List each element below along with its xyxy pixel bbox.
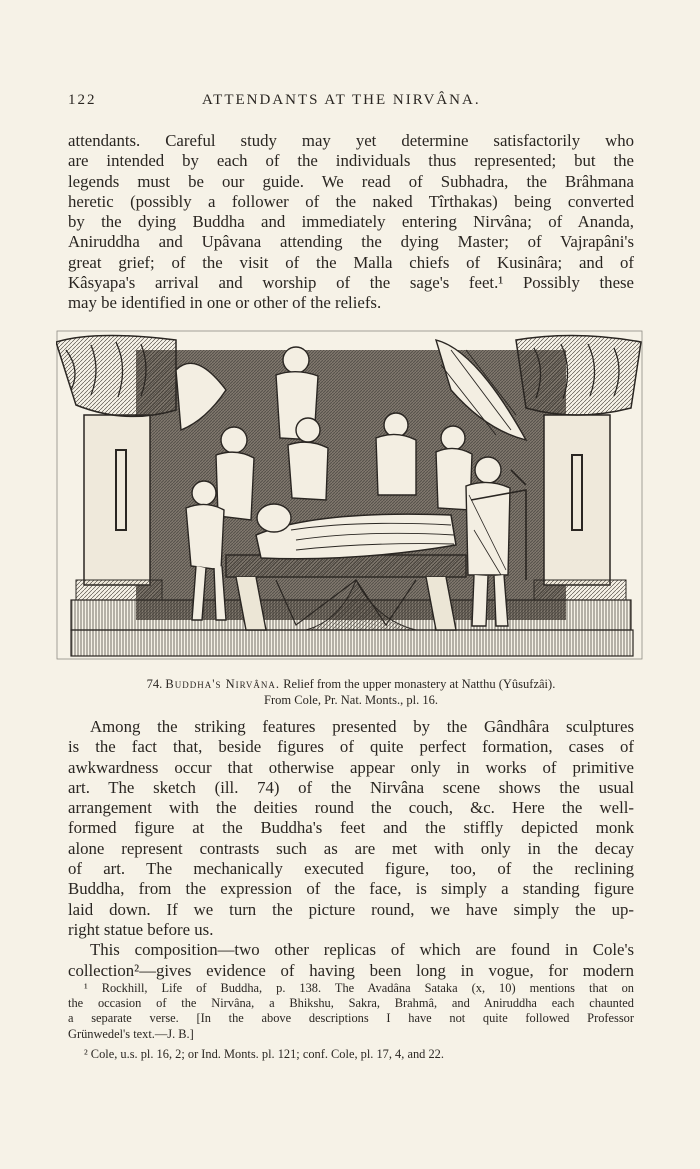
text-line: Buddha, from the expression of the face, is simply a standing figure: [68, 879, 634, 899]
text-line: is the fact that, beside figures of quite perfect formation, cases of: [68, 737, 634, 757]
text-line: may be identified in one or other of the reliefs.: [68, 293, 382, 313]
footnote-line: the occasion of the Nirvâna, a Bhikshu, Sakra, Brahmâ, and Aniruddha each chaunted: [68, 996, 634, 1011]
text-line: by the dying Buddha and immediately entering Nirvâna; of Ananda,: [68, 212, 634, 232]
text-line: legends must be our guide. We read of Subhadra, the Brâhmana: [68, 171, 634, 191]
text-line: alone represent contrasts such as are met with only in the decay: [68, 838, 634, 858]
caption-description: Relief from the upper monastery at Natthu (Yûsufzâi).: [283, 677, 556, 691]
caption-line-2: From Cole, Pr. Nat. Monts., pl. 16.: [264, 693, 438, 707]
text-line: Among the striking features presented by the Gândhâra sculptures: [90, 717, 634, 736]
text-line: awkwardness occur that otherwise appear only in works of primitive: [68, 757, 634, 777]
text-line: arrangement with the deities round the couch, &c. Here the well-: [68, 798, 634, 818]
figure-number: 74.: [146, 677, 163, 691]
paragraph-1: [68, 131, 634, 314]
footnote-line: ² Cole, u.s. pl. 16, 2; or Ind. Monts. pl. 121; conf. Cole, pl. 17, 4, and 22.: [84, 1047, 444, 1061]
text-line: laid down. If we turn the picture round, we have simply the up-: [68, 899, 634, 919]
footnote-2: [68, 1047, 634, 1062]
page-number: 122: [68, 92, 97, 108]
text-line: Aniruddha and Upâvana attending the dying Master; of Vajrapâni's: [68, 232, 634, 252]
paragraph-2: [68, 717, 634, 981]
footnote-line: Grünwedel's text.—J. B.]: [68, 1026, 194, 1041]
footnote-line: ¹ Rockhill, Life of Buddha, p. 138. The Avadâna Sataka (x, 10) mentions that on: [84, 981, 634, 995]
text-line: heretic (possibly a follower of the naked Tîrthakas) being converted: [68, 191, 634, 211]
figure-caption: [70, 676, 632, 708]
figure-title: Buddha's Nirvâna.: [165, 677, 281, 691]
text-line: right statue before us.: [68, 919, 214, 939]
caption-line-1: [70, 676, 632, 692]
footnote-line: a separate verse. [In the above descriptions I have not quite followed Professor: [68, 1011, 634, 1026]
text-line: of art. The mechanically executed figure, too, of the reclining: [68, 859, 634, 879]
nirvana-relief-illustration: [56, 330, 643, 660]
text-line: collection²—gives evidence of having been long in vogue, for modern: [68, 960, 634, 980]
footnote-1: [68, 981, 634, 1042]
running-title: ATTENDANTS AT THE NIRVÂNA.: [202, 92, 481, 108]
text-line: formed figure at the Buddha's feet and the stiffly depicted monk: [68, 818, 634, 838]
text-line: are intended by each of the individuals thus represented; but the: [68, 151, 634, 171]
text-line: Kâsyapa's arrival and worship of the sage's feet.¹ Possibly these: [68, 273, 634, 293]
text-line: This composition—two other replicas of which are found in Cole's: [90, 940, 634, 960]
running-header: [68, 92, 634, 116]
text-line: great grief; of the visit of the Malla chiefs of Kusinâra; and of: [68, 252, 634, 272]
text-line: art. The sketch (ill. 74) of the Nirvâna scene shows the usual: [68, 777, 634, 797]
text-line: attendants. Careful study may yet determine satisfactorily who: [68, 131, 634, 150]
